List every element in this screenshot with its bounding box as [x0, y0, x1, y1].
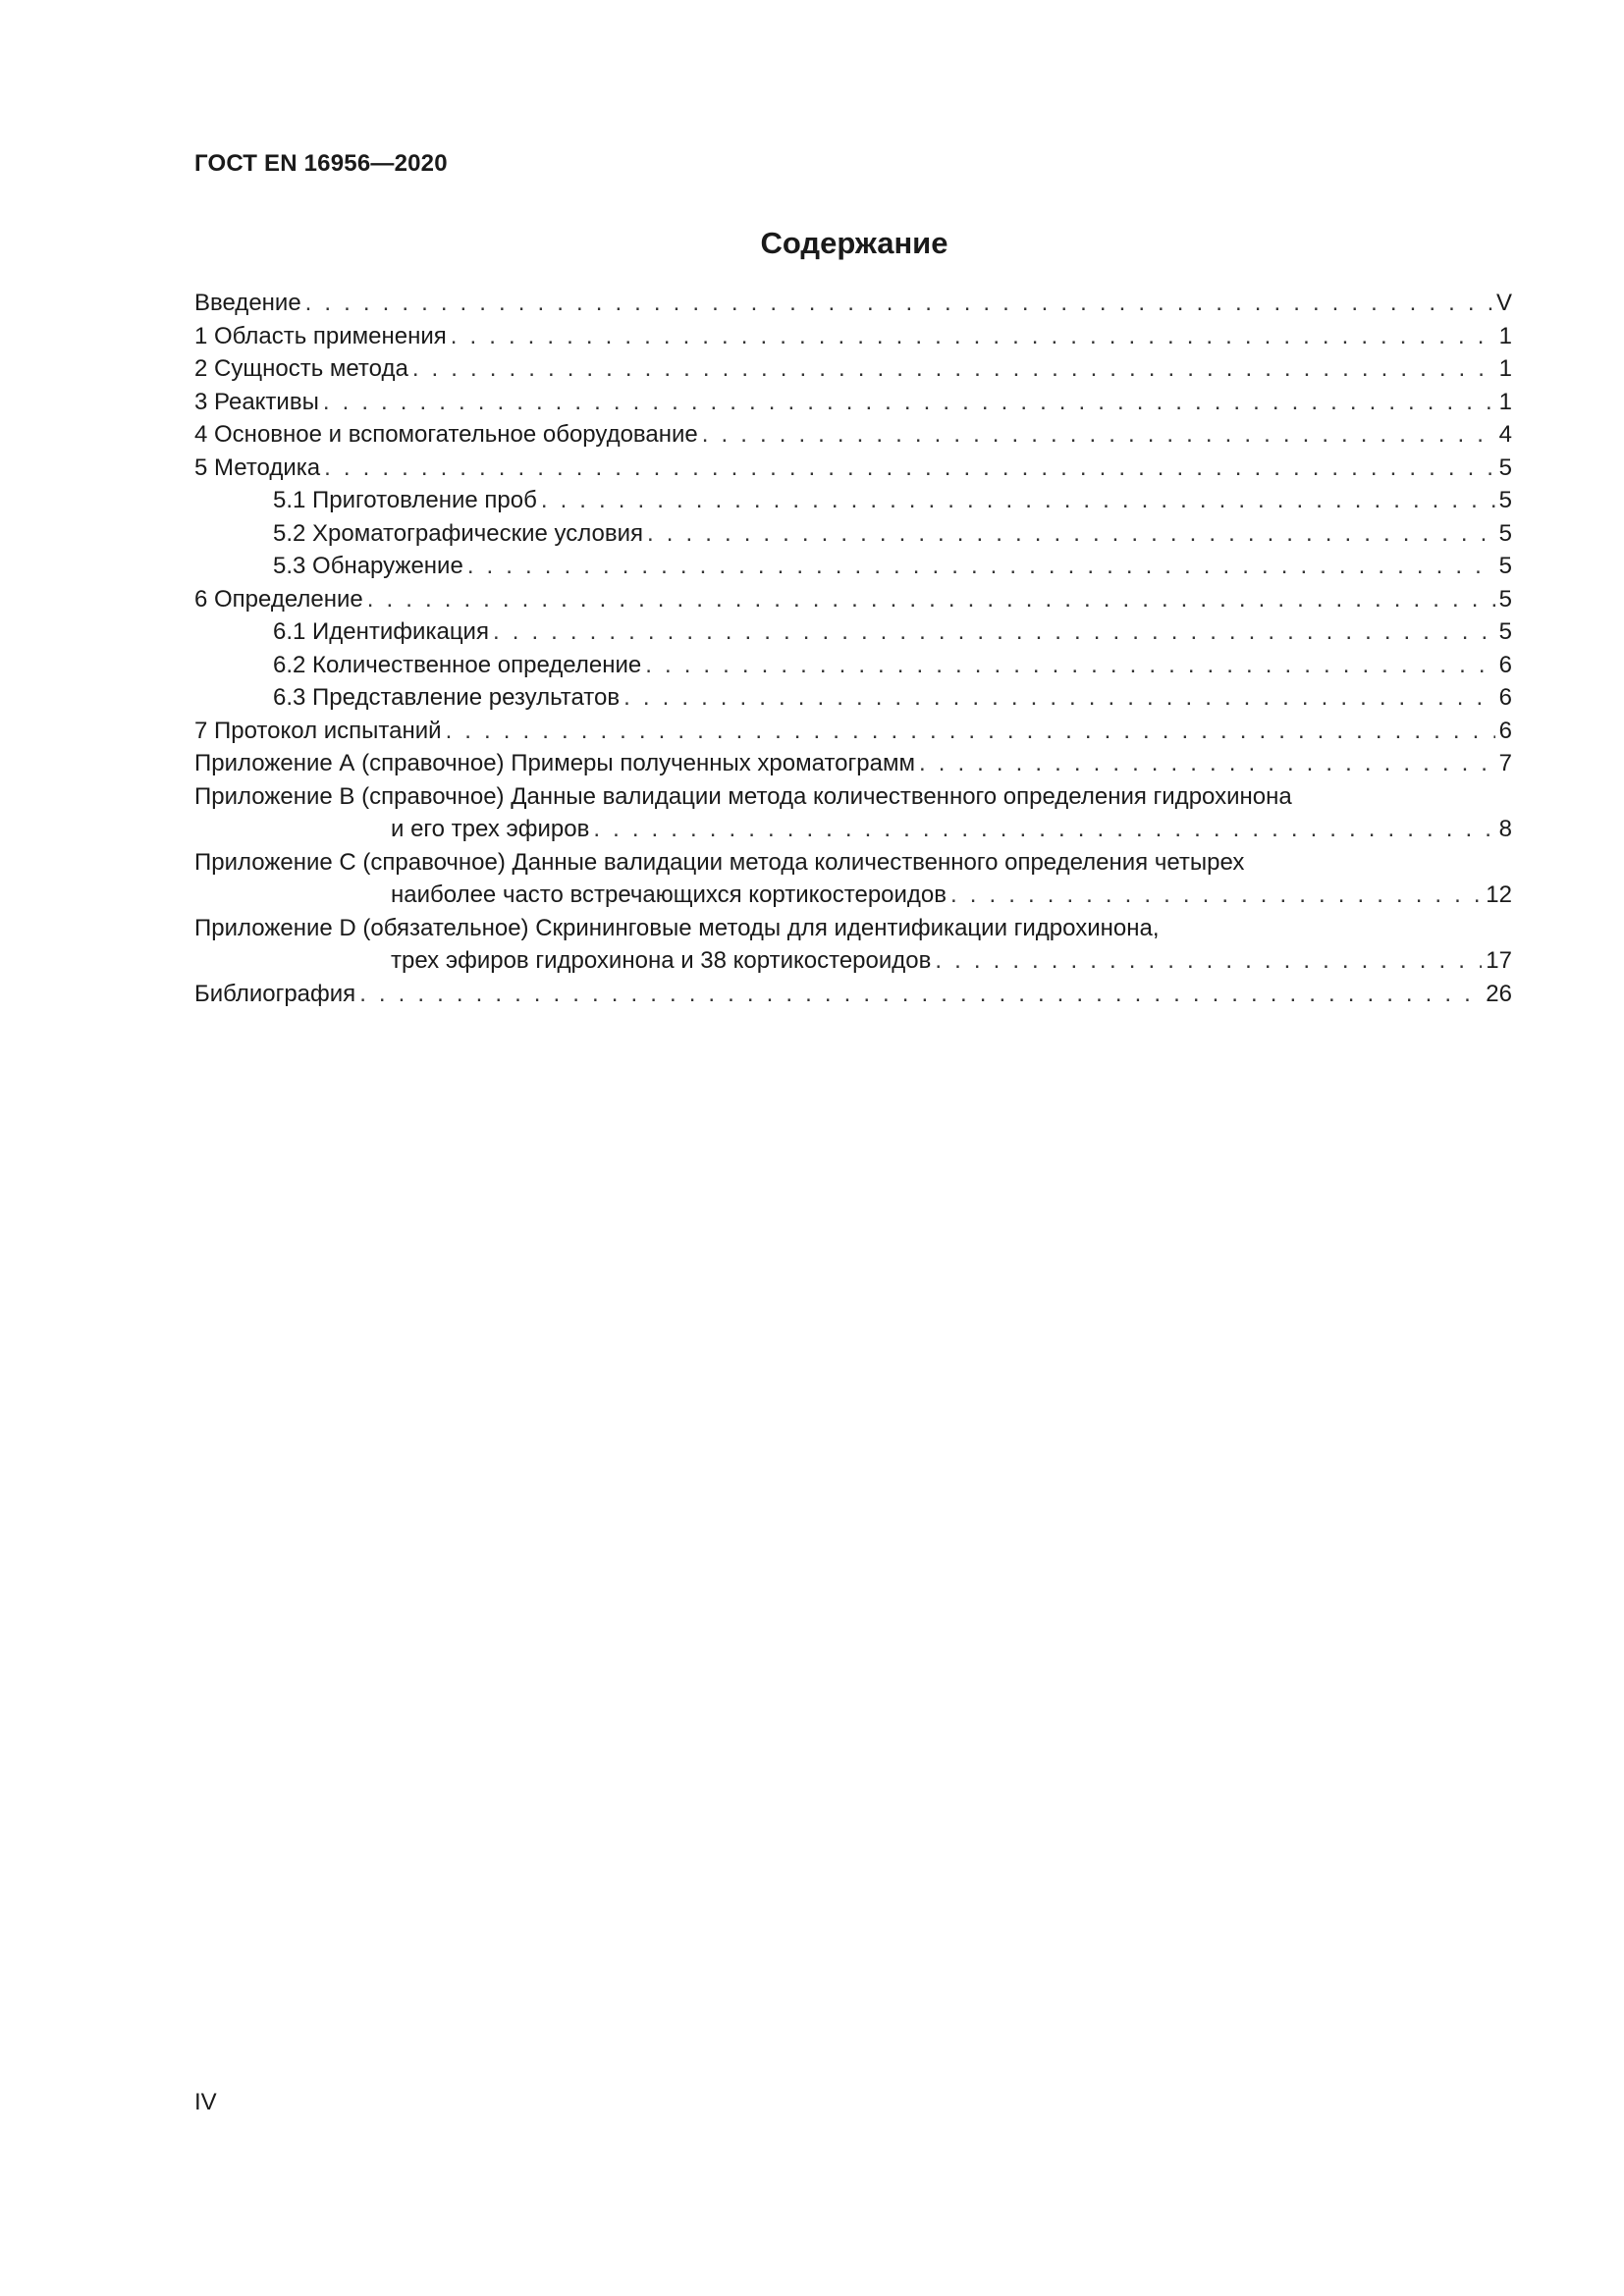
- toc-entry-annex-a[interactable]: [194, 747, 1512, 780]
- toc-entry-annex-c[interactable]: [194, 846, 1512, 880]
- table-of-contents: [194, 287, 1512, 1010]
- toc-entry-label: 6 Определение: [194, 585, 363, 613]
- toc-page-number: 1: [1498, 388, 1512, 415]
- dot-leader: [367, 583, 1495, 616]
- toc-page-number: 5: [1498, 519, 1512, 547]
- toc-entry-label: 6.1 Идентификация: [273, 618, 489, 645]
- toc-entry-test-report[interactable]: [194, 715, 1512, 748]
- toc-entry-annex-c-continued[interactable]: [194, 879, 1512, 912]
- toc-page-number: 5: [1498, 487, 1512, 513]
- toc-entry-introduction[interactable]: [194, 287, 1512, 320]
- toc-entry-identification[interactable]: [194, 615, 1512, 649]
- dot-leader: [541, 484, 1495, 517]
- toc-entry-label: 5.1 Приготовление проб: [273, 487, 537, 513]
- toc-entry-label: 2 Сущность метода: [194, 355, 408, 382]
- dot-leader: [593, 813, 1494, 846]
- dot-leader: [950, 879, 1482, 912]
- dot-leader: [323, 386, 1495, 419]
- dot-leader: [359, 978, 1482, 1011]
- toc-entry-label: Введение: [194, 290, 301, 316]
- page-title: Содержание: [760, 226, 948, 260]
- toc-entry-label: 3 Реактивы: [194, 388, 319, 415]
- dot-leader: [702, 418, 1495, 452]
- toc-entry-label-continued: трех эфиров гидрохинона и 38 кортикостероидов: [391, 947, 932, 974]
- toc-page-number: 5: [1498, 454, 1512, 481]
- toc-entry-label: Приложение D (обязательное) Скрининговые методы для идентификации гидрохинона,: [194, 914, 1160, 941]
- toc-entry-label: Библиография: [194, 980, 356, 1007]
- toc-entry-label: Приложение А (справочное) Примеры полученных хроматограмм: [194, 750, 915, 776]
- toc-entry-principle[interactable]: [194, 352, 1512, 386]
- dot-leader: [412, 352, 1495, 386]
- toc-page-number: 12: [1486, 881, 1512, 908]
- toc-entry-procedure[interactable]: [194, 452, 1512, 485]
- dot-leader: [324, 452, 1494, 485]
- toc-entry-label: 1 Область применения: [194, 322, 447, 349]
- toc-entry-detection[interactable]: [194, 550, 1512, 583]
- dot-leader: [493, 615, 1495, 649]
- toc-entry-label: 7 Протокол испытаний: [194, 717, 442, 744]
- toc-entry-label: 4 Основное и вспомогательное оборудование: [194, 421, 698, 448]
- toc-page-number: 1: [1498, 355, 1512, 382]
- toc-entry-chromatographic-conditions[interactable]: [194, 517, 1512, 551]
- toc-entry-scope[interactable]: [194, 320, 1512, 353]
- toc-entry-annex-d-continued[interactable]: [194, 944, 1512, 978]
- dot-leader: [467, 550, 1495, 583]
- toc-page-number: 6: [1498, 684, 1512, 711]
- toc-entry-label: Приложение В (справочное) Данные валидации метода количественного определения гидрохинона: [194, 782, 1292, 810]
- toc-entry-label: Приложение С (справочное) Данные валидации метода количественного определения четырех: [194, 848, 1245, 876]
- dot-leader: [935, 944, 1482, 978]
- toc-entry-label: 5.3 Обнаружение: [273, 553, 463, 579]
- toc-entry-results[interactable]: [194, 681, 1512, 715]
- toc-entry-label: 6.2 Количественное определение: [273, 651, 642, 678]
- toc-entry-equipment[interactable]: [194, 418, 1512, 452]
- dot-leader: [919, 747, 1495, 780]
- dot-leader: [305, 287, 1492, 320]
- toc-entry-annex-d[interactable]: [194, 912, 1512, 945]
- toc-page-number: 6: [1498, 651, 1512, 678]
- dot-leader: [446, 715, 1495, 748]
- toc-entry-label-continued: наиболее часто встречающихся кортикостероидов: [391, 881, 947, 908]
- toc-page-number: 17: [1486, 947, 1512, 974]
- toc-entry-sample-preparation[interactable]: [194, 484, 1512, 517]
- toc-entry-label: 5.2 Хроматографические условия: [273, 519, 644, 547]
- toc-page-number: 8: [1498, 816, 1512, 842]
- toc-entry-quantification[interactable]: [194, 649, 1512, 682]
- toc-entry-reagents[interactable]: [194, 386, 1512, 419]
- dot-leader: [647, 517, 1495, 551]
- toc-entry-label: 6.3 Представление результатов: [273, 684, 621, 711]
- page-number: IV: [194, 2089, 217, 2115]
- dot-leader: [645, 649, 1494, 682]
- toc-page-number: 6: [1498, 717, 1512, 744]
- toc-entry-bibliography[interactable]: [194, 978, 1512, 1011]
- toc-entry-annex-b-continued[interactable]: [194, 813, 1512, 846]
- toc-page-number: V: [1495, 290, 1512, 316]
- toc-entry-annex-b[interactable]: [194, 780, 1512, 814]
- dot-leader: [451, 320, 1495, 353]
- toc-entry-label-continued: и его трех эфиров: [391, 816, 590, 842]
- toc-page-number: 5: [1498, 585, 1512, 613]
- toc-entry-determination[interactable]: [194, 583, 1512, 616]
- document-id: ГОСТ EN 16956—2020: [194, 150, 448, 177]
- toc-page-number: 1: [1498, 322, 1512, 349]
- toc-entry-label: 5 Методика: [194, 454, 321, 481]
- toc-page-number: 5: [1498, 618, 1512, 645]
- toc-page-number: 5: [1498, 553, 1512, 579]
- toc-page-number: 26: [1486, 980, 1512, 1007]
- toc-page-number: 7: [1498, 750, 1512, 776]
- dot-leader: [623, 681, 1495, 715]
- toc-page-number: 4: [1498, 421, 1512, 448]
